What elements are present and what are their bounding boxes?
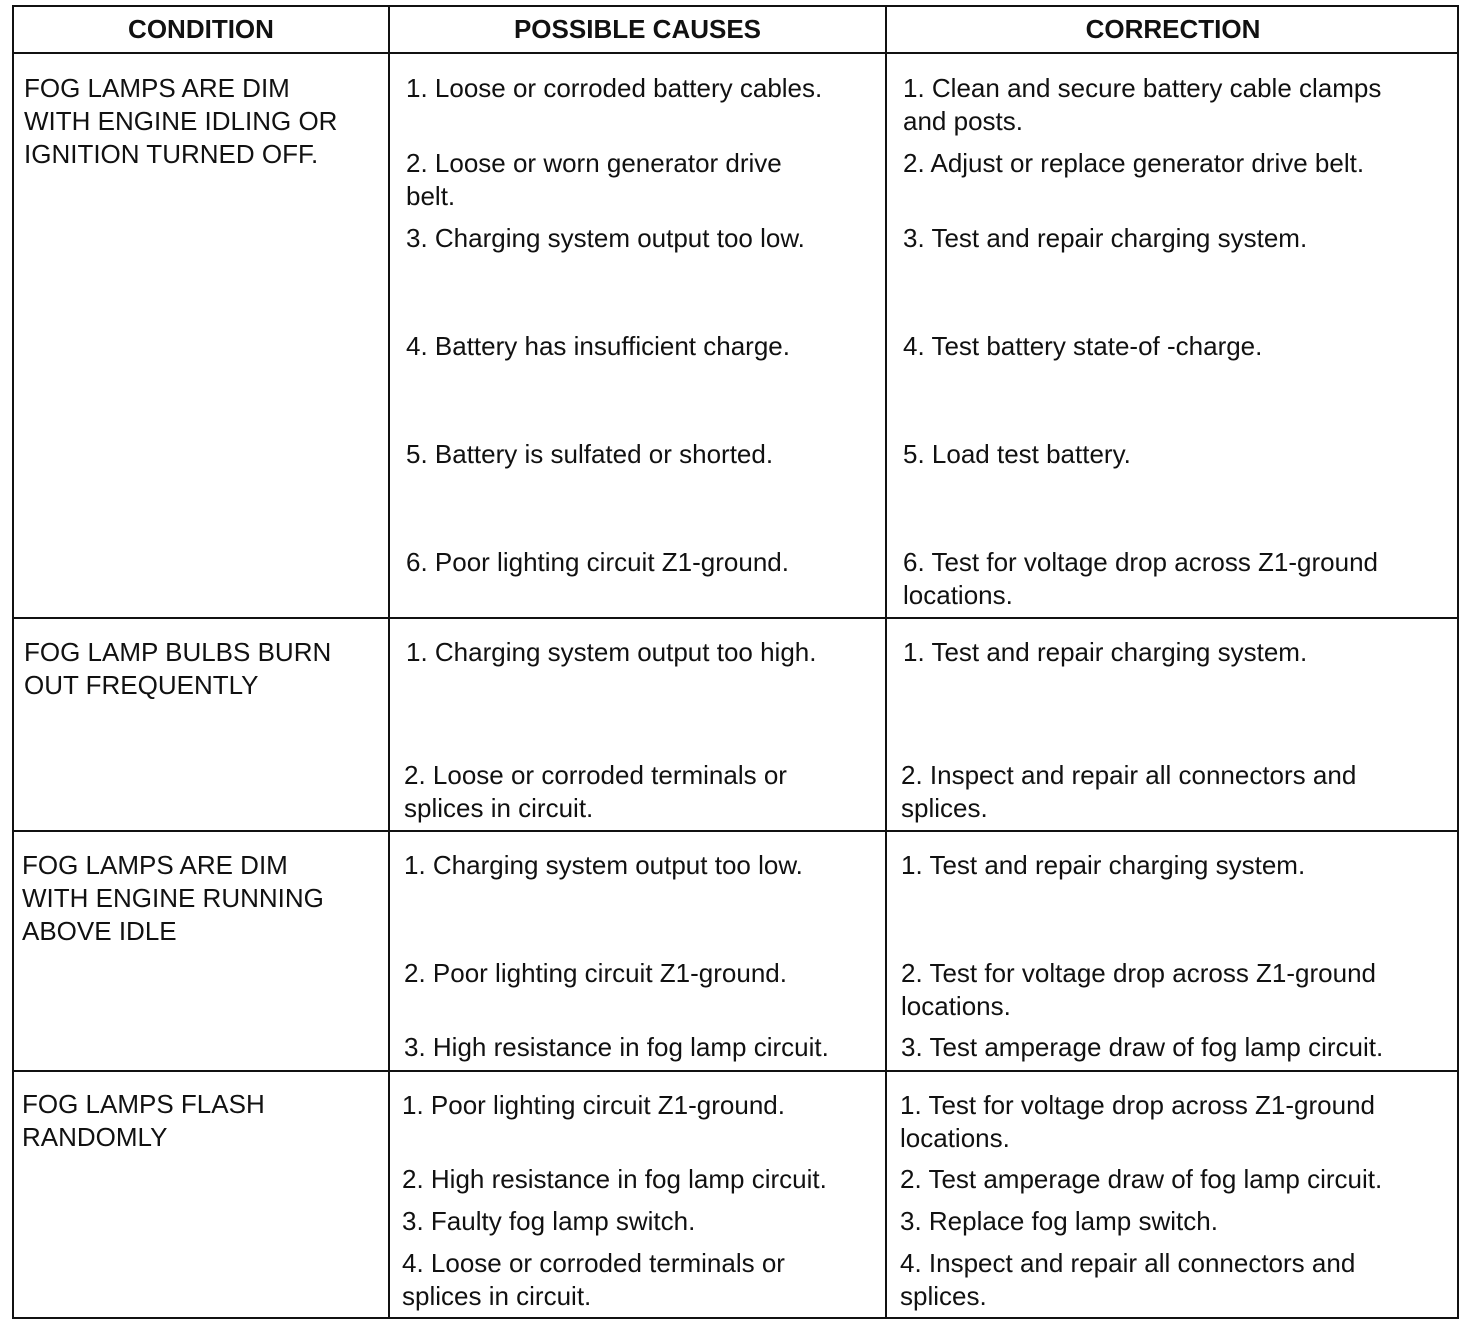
correction-item: 2. Adjust or replace generator drive belt.	[903, 148, 1365, 178]
row-divider	[14, 1070, 1457, 1072]
cause-item: 3. High resistance in fog lamp circuit.	[404, 1032, 829, 1062]
cause-item: 1. Loose or corroded battery cables.	[406, 73, 823, 103]
correction-item: 1. Test for voltage drop across Z1-ground locations.	[900, 1090, 1375, 1153]
cause-item: 2. Loose or corroded terminals or splices in circuit.	[404, 760, 787, 823]
correction-item: 2. Test amperage draw of fog lamp circuit.	[900, 1164, 1383, 1194]
row-divider	[14, 830, 1457, 832]
correction-item: 3. Test amperage draw of fog lamp circuit.	[901, 1032, 1384, 1062]
correction-item: 2. Test for voltage drop across Z1-ground locations.	[901, 958, 1376, 1021]
correction-item: 4. Inspect and repair all connectors and splices.	[900, 1248, 1356, 1311]
correction-item: 1. Test and repair charging system.	[901, 850, 1306, 880]
correction-item: 5. Load test battery.	[903, 439, 1131, 469]
condition-text: FOG LAMPS FLASH RANDOMLY	[22, 1089, 265, 1152]
header-correction: CORRECTION	[1085, 14, 1261, 44]
cause-item: 2. Poor lighting circuit Z1-ground.	[404, 958, 787, 988]
cause-item: 1. Charging system output too low.	[404, 850, 803, 880]
cause-item: 2. High resistance in fog lamp circuit.	[402, 1164, 827, 1194]
condition-text: FOG LAMPS ARE DIM WITH ENGINE IDLING OR IGNITION TURNED OFF.	[24, 73, 338, 169]
condition-text: FOG LAMP BULBS BURN OUT FREQUENTLY	[24, 637, 332, 700]
correction-item: 2. Inspect and repair all connectors and splices.	[901, 760, 1357, 823]
correction-item: 3. Replace fog lamp switch.	[900, 1206, 1218, 1236]
cause-item: 5. Battery is sulfated or shorted.	[406, 439, 774, 469]
correction-item: 1. Test and repair charging system.	[903, 637, 1308, 667]
cause-item: 1. Poor lighting circuit Z1-ground.	[402, 1090, 785, 1120]
correction-item: 3. Test and repair charging system.	[903, 223, 1308, 253]
cause-item: 1. Charging system output too high.	[406, 637, 817, 667]
correction-item: 4. Test battery state-of -charge.	[903, 331, 1263, 361]
header-divider	[14, 52, 1457, 54]
diagnosis-table	[12, 5, 1459, 1319]
cause-item: 4. Battery has insufficient charge.	[406, 331, 790, 361]
header-possible-causes: POSSIBLE CAUSES	[513, 14, 762, 44]
cause-item: 4. Loose or corroded terminals or splices in circuit.	[402, 1248, 785, 1311]
condition-text: FOG LAMPS ARE DIM WITH ENGINE RUNNING ABOVE IDLE	[22, 850, 324, 946]
correction-item: 1. Clean and secure battery cable clamps and posts.	[903, 73, 1382, 136]
cause-item: 6. Poor lighting circuit Z1-ground.	[406, 547, 789, 577]
cause-item: 3. Faulty fog lamp switch.	[402, 1206, 696, 1236]
column-divider	[388, 7, 390, 1317]
row-divider	[14, 617, 1457, 619]
correction-item: 6. Test for voltage drop across Z1-ground locations.	[903, 547, 1378, 610]
cause-item: 2. Loose or worn generator drive belt.	[406, 148, 782, 211]
header-condition: CONDITION	[128, 14, 274, 44]
cause-item: 3. Charging system output too low.	[406, 223, 805, 253]
column-divider	[885, 7, 887, 1317]
